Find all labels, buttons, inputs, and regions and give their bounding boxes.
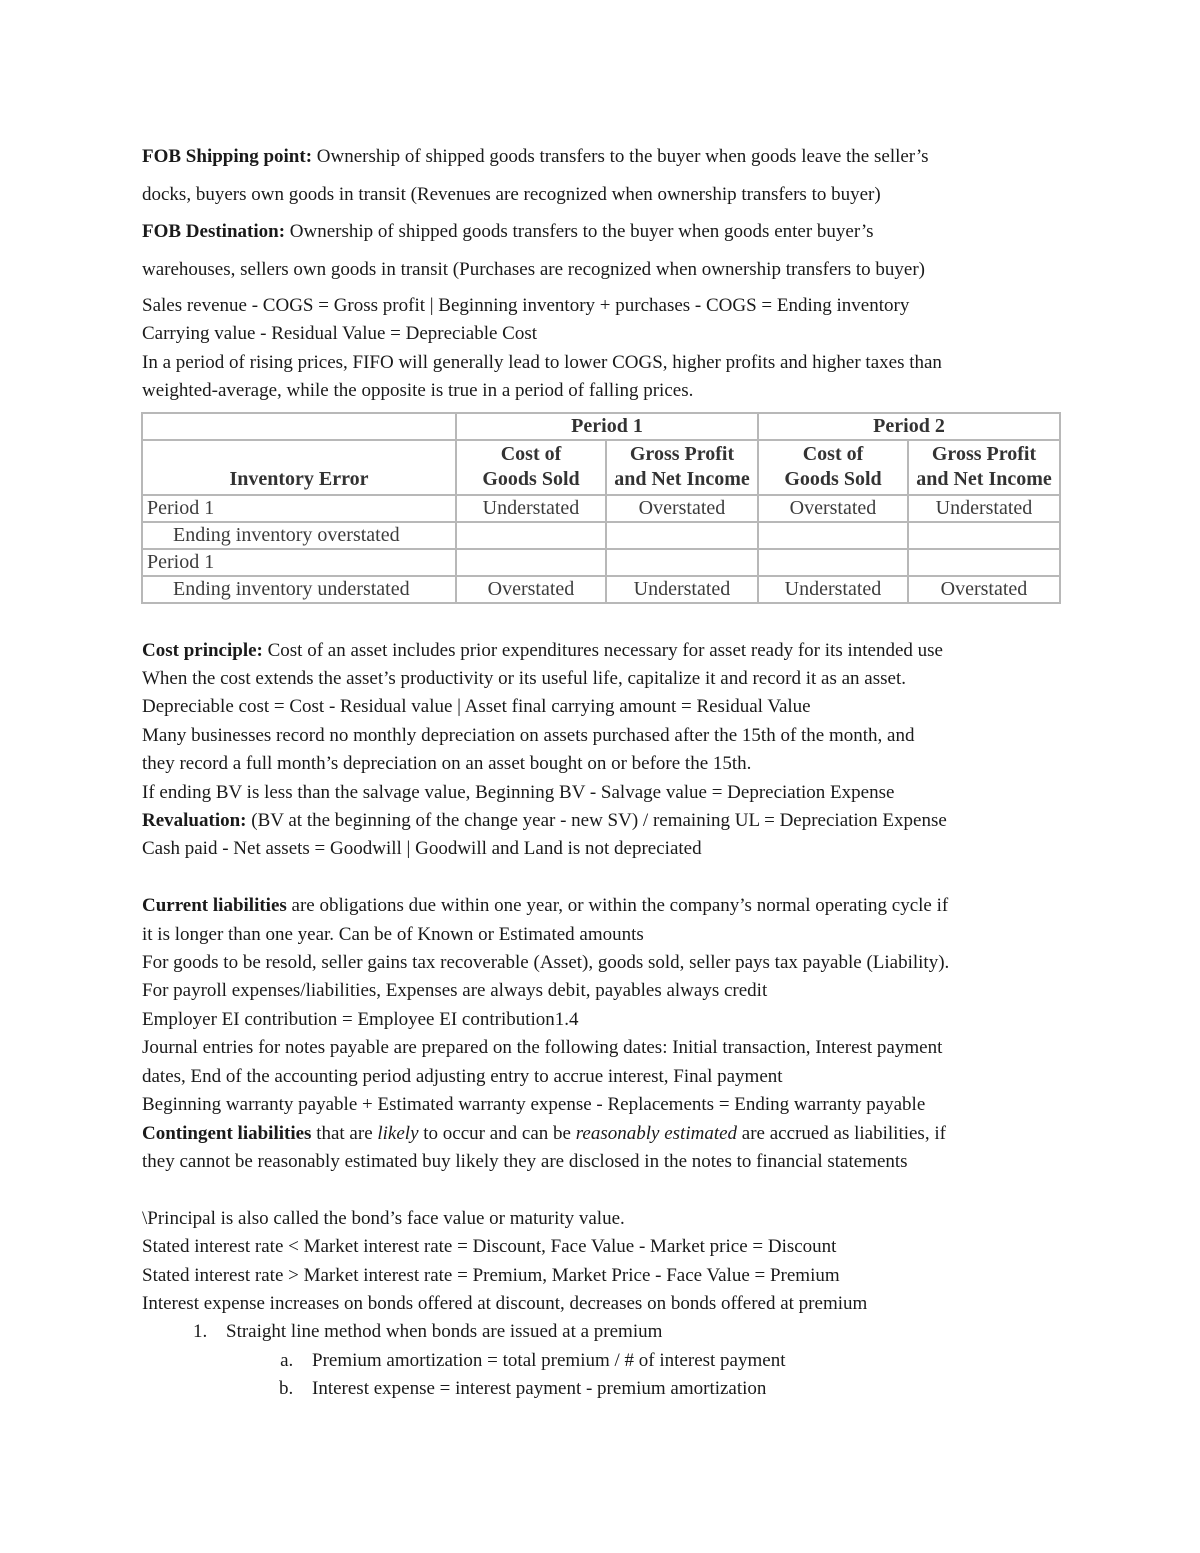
cell-p1-cogs xyxy=(456,549,606,576)
row-label: Ending inventory overstated xyxy=(142,522,456,549)
cell-p2-gp xyxy=(908,549,1060,576)
cell-p1-cogs: Understated xyxy=(456,495,606,522)
formula-sales: Sales revenue - COGS = Gross profit | Beginning inventory + purchases - COGS = Ending inventory xyxy=(142,295,910,316)
contingent-line1: Contingent liabilities that are likely to occur and can be reasonably estimated are accrued as liabilities, if xyxy=(142,1122,946,1144)
warranty-line: Beginning warranty payable + Estimated warranty expense - Replacements = Ending warranty payable xyxy=(142,1094,926,1116)
list-item: a. Premium amortization = total premium / # of interest payment xyxy=(298,1347,1067,1375)
premium-line: Stated interest rate > Market interest rate = Premium, Market Price - Face Value = Premium xyxy=(142,1264,840,1286)
monthly-dep-line1: Many businesses record no monthly depreciation on assets purchased after the 15th of the month, and xyxy=(142,724,915,746)
principal-line: \Principal is also called the bond’s face value or maturity value. xyxy=(142,1207,625,1229)
revaluation-line xyxy=(142,807,1067,835)
cell-p1-gp xyxy=(606,522,758,549)
fob-shipping-line1 xyxy=(142,138,1067,176)
fob-destination-line2: warehouses, sellers own goods in transit (Purchases are recognized when ownership transfers to buyer) xyxy=(142,258,925,280)
row-label: Period 1 xyxy=(142,549,456,576)
cost-principle-term: Cost principle: xyxy=(142,639,263,661)
notes-payable-line1: Journal entries for notes payable are prepared on the following dates: Initial transaction, Interest payment xyxy=(142,1037,943,1059)
contingent-likely: likely xyxy=(377,1122,419,1144)
current-liab-text: are obligations due within one year, or within the company’s normal operating cycle if xyxy=(286,895,949,917)
bond-method-list xyxy=(142,1318,1067,1403)
table-row xyxy=(142,495,1060,522)
revaluation-term: Revaluation: xyxy=(142,810,247,832)
cell-p1-gp: Understated xyxy=(606,576,758,603)
sub-list xyxy=(226,1347,1067,1404)
interest-expense-line: Interest expense increases on bonds offered at discount, decreases on bonds offered at premium xyxy=(142,1292,868,1314)
row-label: Ending inventory understated xyxy=(142,576,456,603)
row-label: Period 1 xyxy=(142,495,456,522)
current-liab-line2: it is longer than one year. Can be of Known or Estimated amounts xyxy=(142,923,644,945)
capitalize-line: When the cost extends the asset’s productivity or its useful life, capitalize it and record it as an asset. xyxy=(142,668,906,690)
ending-bv-line: If ending BV is less than the salvage value, Beginning BV - Salvage value = Depreciation Expense xyxy=(142,781,895,803)
cell-p2-cogs: Understated xyxy=(758,576,908,603)
cell-p2-gp xyxy=(908,522,1060,549)
current-liab-term: Current liabilities xyxy=(142,895,287,917)
contingent-reasonably: reasonably estimated xyxy=(575,1122,738,1144)
cell-p1-gp xyxy=(606,549,758,576)
revaluation-text: (BV at the beginning of the change year - new SV) / remaining UL = Depreciation Expense xyxy=(246,810,947,832)
cell-p1-gp: Overstated xyxy=(606,495,758,522)
contingent-term: Contingent liabilities xyxy=(142,1122,312,1144)
table-row xyxy=(142,549,1060,576)
list-item-1-text: Straight line method when bonds are issued at a premium xyxy=(226,1321,663,1343)
list-item xyxy=(212,1318,1067,1403)
discount-line: Stated interest rate < Market interest rate = Discount, Face Value - Market price = Discount xyxy=(142,1236,837,1258)
document-page xyxy=(142,138,1067,1404)
fob-shipping-text: Ownership of shipped goods transfers to the buyer when goods leave the seller’s xyxy=(312,146,929,167)
cell-p2-cogs xyxy=(758,549,908,576)
period1-header: Period 1 xyxy=(456,413,758,440)
fob-shipping-line2: docks, buyers own goods in transit (Revenues are recognized when ownership transfers to buyer) xyxy=(142,183,881,205)
period2-header: Period 2 xyxy=(758,413,1060,440)
cell-p2-gp: Understated xyxy=(908,495,1060,522)
formula-carrying: Carrying value - Residual Value = Depreciable Cost xyxy=(142,323,538,345)
cost-principle-text: Cost of an asset includes prior expenditures necessary for asset ready for its intended use xyxy=(262,639,943,661)
table-column-header-row xyxy=(142,440,1060,495)
fob-destination-term: FOB Destination: xyxy=(142,221,286,242)
fob-destination-text: Ownership of shipped goods transfers to the buyer when goods enter buyer’s xyxy=(285,221,874,242)
table-corner-cell xyxy=(142,413,456,440)
p1-cogs-header: Cost of Goods Sold xyxy=(456,440,606,495)
inventory-error-header: Inventory Error xyxy=(142,440,456,495)
fifo-line2: weighted-average, while the opposite is true in a period of falling prices. xyxy=(142,380,694,402)
inventory-error-table xyxy=(141,412,1061,604)
fob-shipping-term: FOB Shipping point: xyxy=(142,146,313,167)
notes-payable-line2: dates, End of the accounting period adjusting entry to accrue interest, Final payment xyxy=(142,1065,783,1087)
p2-gp-header: Gross Profit and Net Income xyxy=(908,440,1060,495)
p2-cogs-header: Cost of Goods Sold xyxy=(758,440,908,495)
depreciable-cost-line: Depreciable cost = Cost - Residual value | Asset final carrying amount = Residual Value xyxy=(142,696,811,718)
table-row xyxy=(142,576,1060,603)
monthly-dep-line2: they record a full month’s depreciation on an asset bought on or before the 15th. xyxy=(142,753,752,775)
cell-p1-cogs xyxy=(456,522,606,549)
cell-p2-gp: Overstated xyxy=(908,576,1060,603)
cell-p2-cogs: Overstated xyxy=(758,495,908,522)
employer-ei-line: Employer EI contribution = Employee EI contribution1.4 xyxy=(142,1008,579,1030)
cell-p2-cogs xyxy=(758,522,908,549)
cell-p1-cogs: Overstated xyxy=(456,576,606,603)
current-liab-line1 xyxy=(142,892,1067,920)
fob-destination-line1 xyxy=(142,213,1067,251)
list-item: b. Interest expense = interest payment - premium amortization xyxy=(298,1375,1067,1403)
goodwill-line: Cash paid - Net assets = Goodwill | Goodwill and Land is not depreciated xyxy=(142,838,702,860)
payroll-line: For payroll expenses/liabilities, Expenses are always debit, payables always credit xyxy=(142,980,768,1002)
table-row xyxy=(142,522,1060,549)
fifo-line1: In a period of rising prices, FIFO will generally lead to lower COGS, higher profits and higher taxes than xyxy=(142,351,942,373)
goods-resold-line: For goods to be resold, seller gains tax recoverable (Asset), goods sold, seller pays tax payable (Liability). xyxy=(142,952,950,974)
contingent-line2: they cannot be reasonably estimated buy likely they are disclosed in the notes to financial statements xyxy=(142,1150,908,1172)
cost-principle xyxy=(142,637,1067,665)
table-period-header-row xyxy=(142,413,1060,440)
p1-gp-header: Gross Profit and Net Income xyxy=(606,440,758,495)
